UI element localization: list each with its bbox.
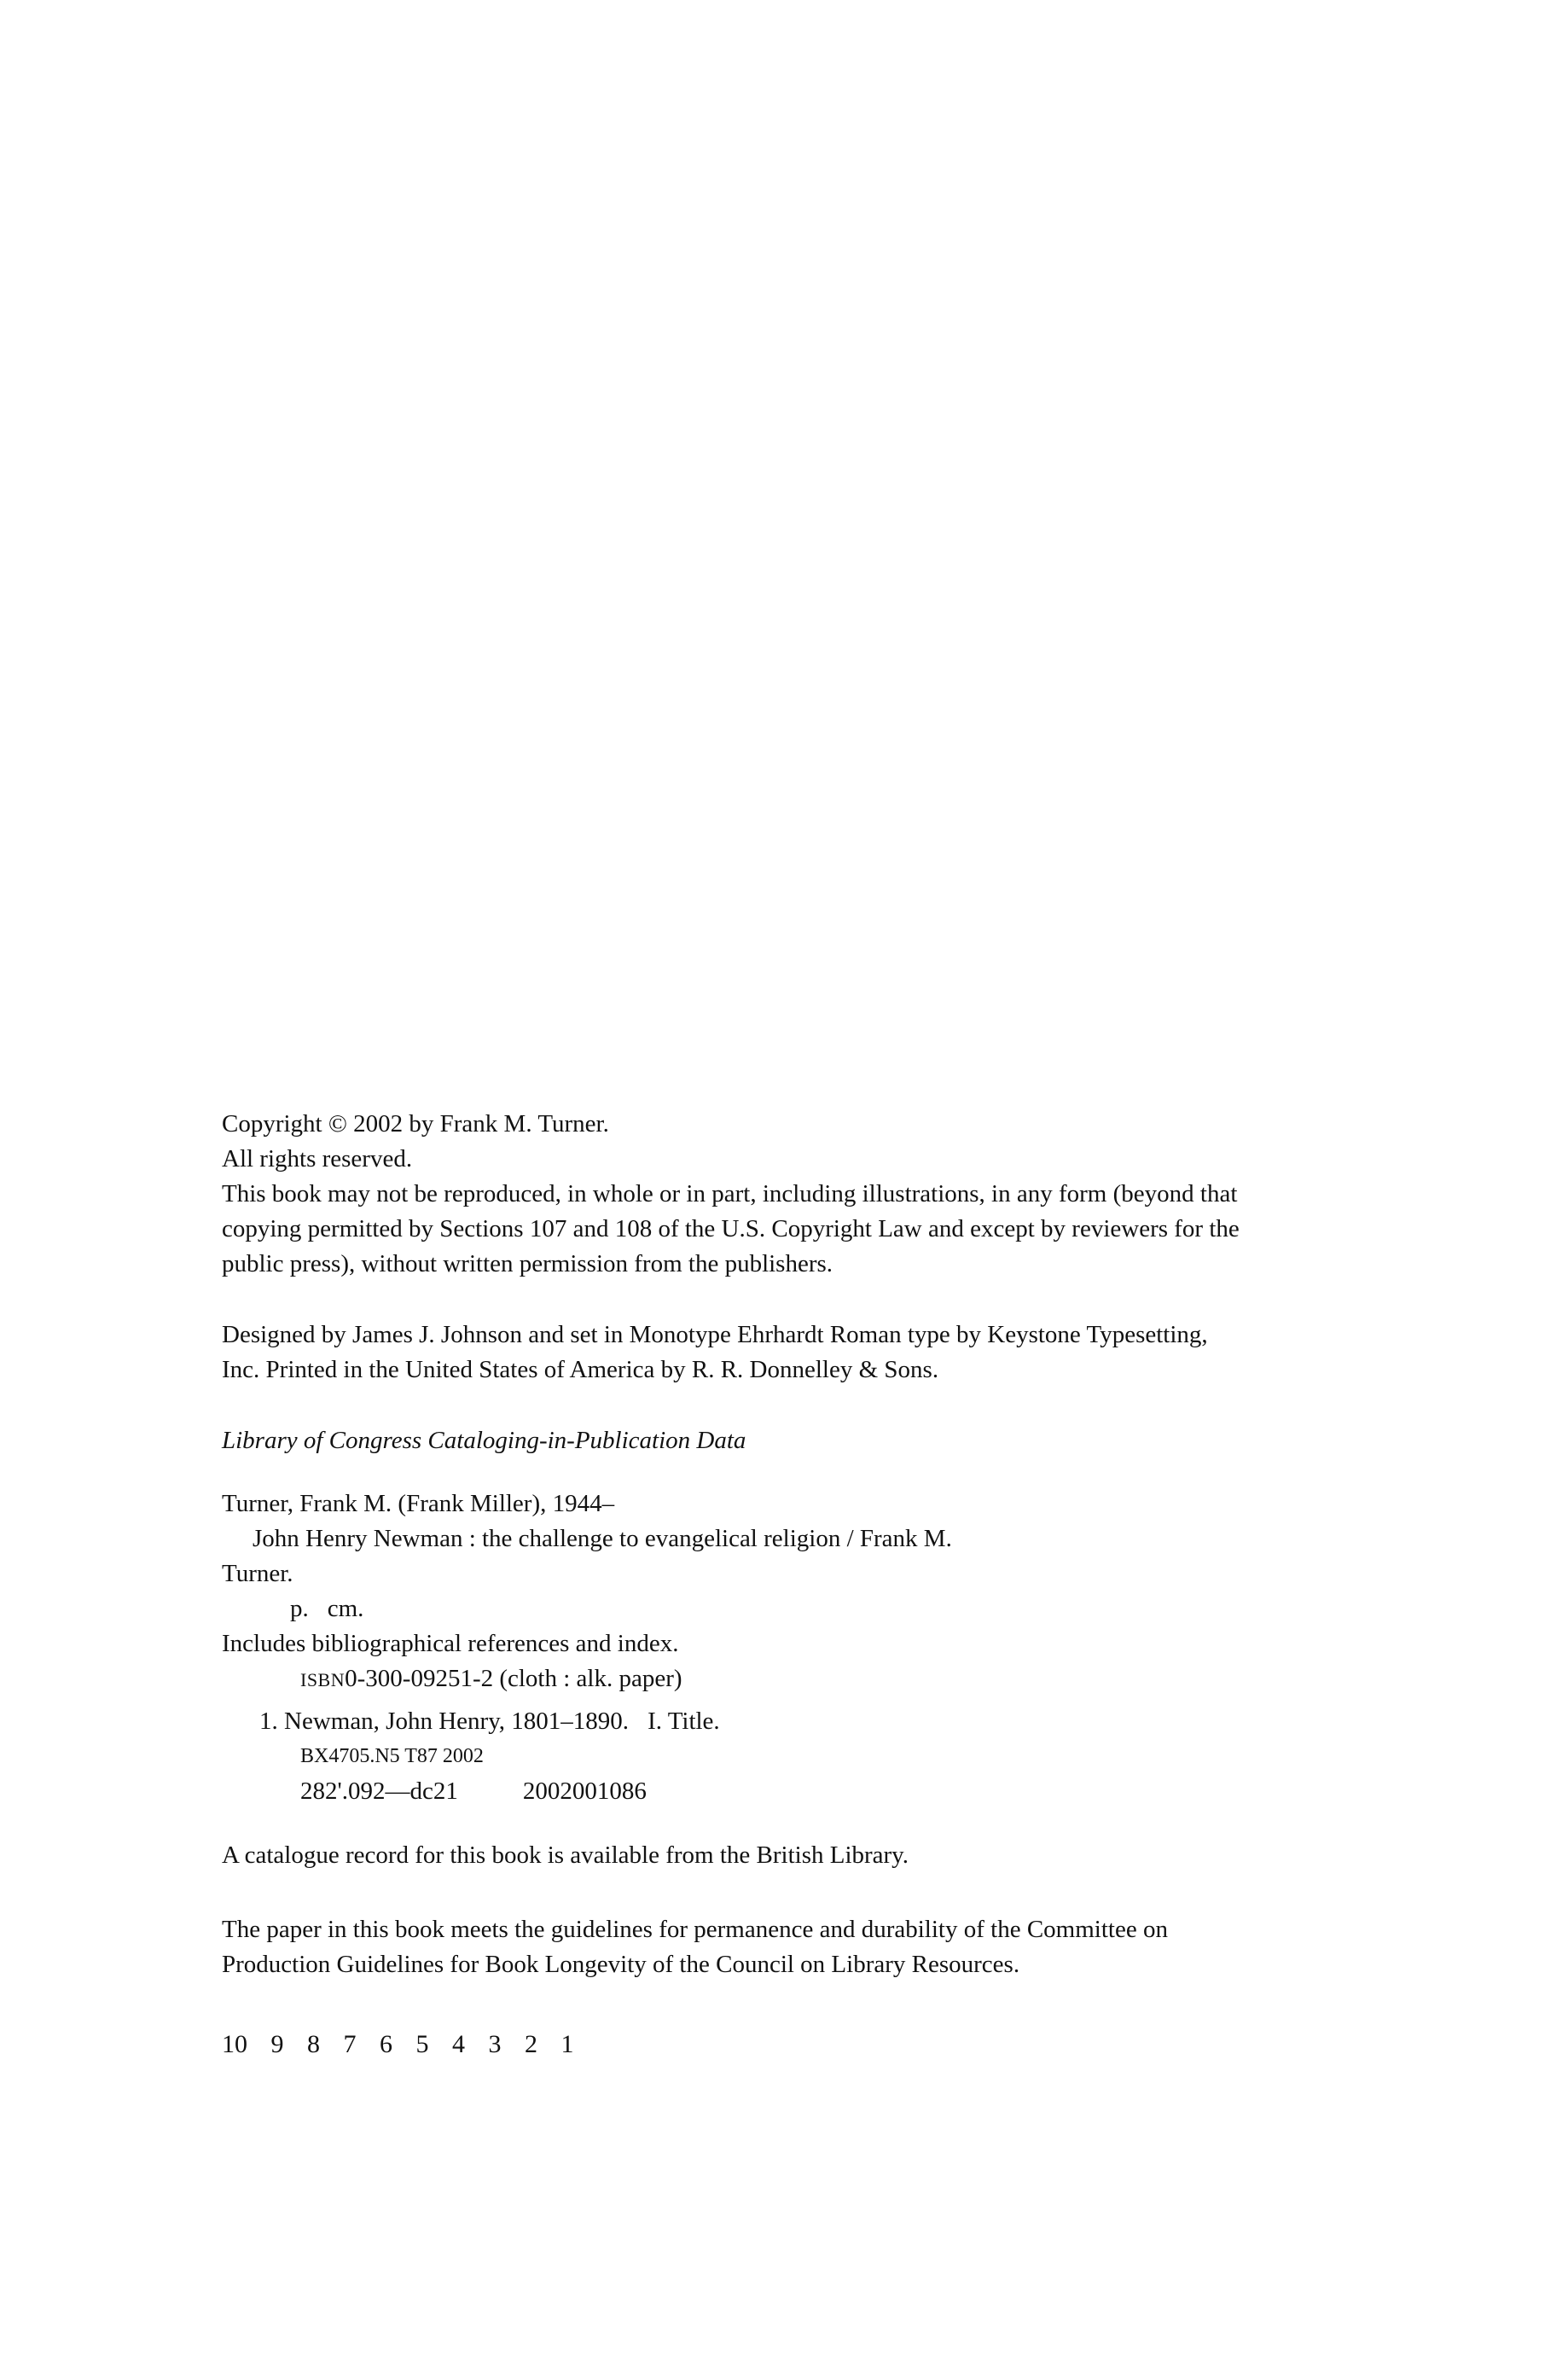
printing-line	[222, 2027, 1373, 2062]
cip-title-line-1: John Henry Newman : the challenge to evangelical religion / Frank M.	[253, 1525, 952, 1552]
cip-physical-p: p.	[290, 1595, 309, 1622]
cip-physical-cm: cm.	[327, 1595, 364, 1622]
cip-heading-text: Library of Congress Cataloging-in-Publication Data	[222, 1427, 746, 1454]
cip-isbn-value: 0-300-09251-2 (cloth : alk. paper)	[345, 1665, 682, 1692]
cip-lccn: 2002001086	[522, 1777, 647, 1805]
cip-dewey-lccn	[222, 1774, 1373, 1809]
paper-line-2: Production Guidelines for Book Longevity of the Council on Library Resources.	[222, 1951, 1020, 1978]
rights-reserved: All rights reserved.	[222, 1145, 413, 1172]
cip-title-line-2: Turner.	[222, 1560, 293, 1587]
cip-subject	[222, 1704, 1373, 1739]
cip-heading	[222, 1423, 1373, 1458]
paper-notice	[222, 1912, 1373, 1982]
cip-record	[222, 1487, 1373, 1809]
british-library-notice	[222, 1838, 1373, 1873]
reproduction-notice-line-1: This book may not be reproduced, in whole or in part, including illustrations, in any form (beyond that	[222, 1180, 1238, 1207]
cip-notes: Includes bibliographical references and index.	[222, 1630, 679, 1657]
cip-physical-description	[222, 1591, 1373, 1626]
cip-isbn-label: ISBN	[300, 1669, 346, 1690]
design-credits	[222, 1318, 1373, 1388]
cip-isbn	[222, 1661, 1373, 1697]
printing-line-numbers: 10 9 8 7 6 5 4 3 2 1	[222, 2030, 574, 2058]
reproduction-notice-line-3: public press), without written permission from the publishers.	[222, 1250, 833, 1277]
cip-subject-entry: 1. Newman, John Henry, 1801–1890.	[259, 1708, 630, 1735]
copyright-notice	[222, 1107, 1373, 1282]
design-line-2: Inc. Printed in the United States of America by R. R. Donnelley & Sons.	[222, 1356, 939, 1383]
design-line-1: Designed by James J. Johnson and set in Monotype Ehrhardt Roman type by Keystone Typesetting,	[222, 1321, 1208, 1348]
british-library-text: A catalogue record for this book is available from the British Library.	[222, 1841, 909, 1869]
cip-subject-title: I. Title.	[648, 1708, 720, 1735]
cip-lc-class: BX4705.N5 T87 2002	[300, 1745, 484, 1767]
copyright-line: Copyright © 2002 by Frank M. Turner.	[222, 1110, 609, 1137]
cip-dewey: 282'.092—dc21	[300, 1777, 458, 1805]
cip-author: Turner, Frank M. (Frank Miller), 1944–	[222, 1490, 615, 1517]
reproduction-notice-line-2: copying permitted by Sections 107 and 108 of the U.S. Copyright Law and except by reviewers for the	[222, 1215, 1240, 1242]
paper-line-1: The paper in this book meets the guidelines for permanence and durability of the Committee on	[222, 1916, 1168, 1943]
